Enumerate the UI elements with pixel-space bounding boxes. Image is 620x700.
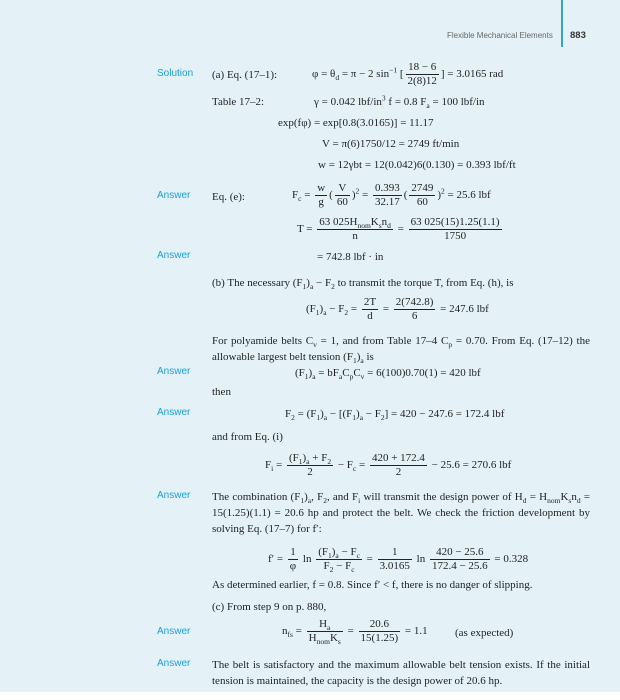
subscript: 1 — [327, 551, 332, 561]
math-text: d — [367, 310, 373, 322]
superscript: 3 — [381, 93, 386, 103]
math-text: exp(fφ) = exp[0.8(3.0165)] = 11.17 — [278, 117, 434, 129]
subscript: 2 — [327, 457, 332, 467]
answer-label: Answer — [157, 490, 191, 501]
solution-label: Solution — [157, 68, 194, 79]
fraction — [362, 296, 378, 323]
superscript: 2 — [441, 186, 445, 196]
wrap-angle-equation — [312, 61, 503, 88]
table-values — [314, 95, 485, 109]
math-text: = — [273, 459, 285, 472]
fraction — [373, 182, 402, 209]
f2-equation — [285, 407, 504, 421]
math-text: − F — [335, 459, 353, 472]
numerator — [409, 182, 435, 196]
math-text: = — [359, 189, 371, 202]
denominator — [287, 466, 333, 479]
math-text: − F — [326, 303, 345, 316]
math-text: The belt is satisfactory and the maximum allowable belt tension exists. If the initial tension is maintained, the capacity is the design power of 20.6 hp. — [212, 659, 590, 687]
subscript: d — [576, 496, 581, 506]
subscript: 1 — [298, 457, 303, 467]
numerator — [406, 61, 439, 75]
math-text: 420 − 25.6 — [436, 546, 484, 558]
denominator — [409, 230, 502, 243]
max-tension-equation — [295, 366, 481, 380]
math-text: ) — [308, 367, 313, 379]
denominator — [362, 310, 378, 323]
math-text: K — [329, 632, 338, 644]
math-text: = bF — [315, 367, 339, 379]
subscript: 2 — [291, 413, 295, 423]
numerator — [409, 216, 502, 230]
combination-paragraph — [212, 489, 590, 537]
math-text: K — [370, 216, 379, 228]
math-text: 60 — [336, 196, 348, 208]
math-text: ) — [356, 351, 361, 363]
subscript: c — [351, 565, 355, 575]
denominator — [430, 560, 490, 573]
fraction — [307, 618, 343, 645]
subscript: nom — [547, 496, 561, 506]
math-text: As determined earlier, f = 0.8. Since f′ < f, there is no danger of slipping. — [212, 579, 533, 591]
denominator — [316, 560, 362, 573]
subscript: nom — [357, 221, 371, 231]
page-number: 883 — [570, 30, 586, 41]
math-text: ln — [413, 553, 428, 566]
denominator — [373, 196, 402, 209]
factor-of-safety-equation — [282, 618, 428, 645]
math-text: = H — [526, 491, 548, 503]
denominator — [307, 632, 343, 645]
math-text: 32.17 — [374, 196, 400, 208]
initial-tension-equation — [265, 452, 511, 479]
math-text: ) — [331, 546, 336, 558]
math-text: = 6(100)0.70(1) = 420 lbf — [364, 367, 481, 379]
subscript: 1 — [300, 496, 305, 506]
math-text: For polyamide belts C — [212, 335, 314, 347]
math-text: ] = 3.0165 rad — [440, 68, 504, 81]
numerator — [335, 182, 350, 196]
as-expected-note: (as expected) — [455, 627, 514, 639]
math-text: γ = 0.042 lbf/in — [314, 96, 382, 108]
math-text: 63 025(15)1.25(1.1) — [410, 216, 500, 228]
subscript: nom — [316, 637, 330, 647]
subscript: 2 — [329, 565, 334, 575]
fraction — [378, 546, 412, 573]
math-text: 2 — [307, 466, 313, 478]
answer-label: Answer — [157, 626, 191, 637]
subscript: s — [378, 221, 382, 231]
numerator — [370, 452, 427, 466]
subscript: 2 — [323, 496, 327, 506]
subscript: p — [448, 340, 453, 350]
math-text: 20.6 — [369, 618, 389, 630]
math-text: (F — [306, 303, 316, 316]
superscript: −1 — [389, 65, 398, 75]
fraction — [317, 216, 393, 243]
math-text: ) — [302, 452, 307, 464]
numerator — [317, 216, 393, 230]
math-text: , F — [311, 491, 324, 503]
from-eq-i-text — [212, 430, 283, 444]
math-text: K — [560, 491, 569, 503]
denominator — [378, 560, 412, 573]
torque-equation — [297, 216, 504, 243]
subscript: a — [307, 496, 312, 506]
subscript: a — [323, 308, 327, 318]
math-text: = π − 2 sin — [339, 68, 390, 81]
fraction — [370, 452, 427, 479]
math-text: F — [285, 408, 292, 420]
math-text: , and F — [326, 491, 359, 503]
math-text: w = 12γbt = 12(0.042)6(0.130) = 0.393 lbf/ft — [318, 159, 516, 171]
math-text: = (F — [294, 408, 317, 420]
math-text: 172.4 − 25.6 — [431, 560, 488, 572]
denominator — [335, 196, 350, 209]
math-text: (b) The necessary (F — [212, 277, 303, 289]
math-text: H — [319, 618, 328, 630]
math-text: to transmit the torque T, from Eq. (h), is — [334, 277, 514, 289]
math-text: = 0.328 — [491, 553, 529, 566]
denominator — [288, 560, 298, 573]
numerator — [362, 296, 378, 310]
numerator — [316, 546, 362, 560]
math-text: n — [571, 491, 577, 503]
subscript: 2 — [331, 282, 335, 292]
math-text: ) — [320, 408, 324, 420]
math-text: ) — [437, 189, 442, 202]
math-text: f′ = — [268, 553, 286, 566]
math-text: will transmit the design power of H — [360, 491, 523, 503]
fraction — [394, 296, 436, 323]
math-text: T = — [297, 223, 316, 236]
math-text: 2(8)12 — [407, 75, 437, 87]
subscript: i — [358, 496, 361, 506]
math-text: 0.393 — [374, 182, 400, 194]
friction-equation — [268, 546, 528, 573]
subscript: a — [323, 413, 328, 423]
subscript: c — [356, 551, 360, 561]
math-text: ) — [304, 491, 308, 503]
math-text: φ — [289, 560, 297, 572]
math-text: ] = 420 − 247.6 = 172.4 lbf — [384, 408, 505, 420]
math-text: C — [342, 367, 350, 379]
fraction — [409, 182, 435, 209]
subscript: d — [387, 221, 391, 231]
table-label: Table 17–2: — [212, 96, 265, 108]
math-text: (F — [318, 546, 328, 558]
subscript: v — [313, 340, 317, 350]
math-text: = 1, and from Table 17–4 C — [316, 335, 449, 347]
numerator — [394, 296, 436, 310]
subscript: d — [335, 73, 340, 83]
math-text: = 100 lbf/in — [429, 96, 485, 108]
numerator — [378, 546, 412, 560]
math-text: 60 — [416, 196, 428, 208]
math-text: (F — [288, 452, 299, 464]
math-text: = — [348, 303, 360, 316]
math-text: = 1.1 — [402, 625, 428, 638]
denominator — [370, 466, 427, 479]
math-text: and from Eq. (i) — [212, 431, 283, 443]
numerator — [359, 618, 401, 632]
superscript: 2 — [355, 186, 360, 196]
math-text: (c) From step 9 on p. 880, — [212, 601, 327, 613]
subscript: fs — [287, 630, 293, 640]
math-text: = — [363, 553, 376, 566]
tension-difference-equation — [306, 296, 489, 323]
subscript: v — [360, 372, 365, 382]
subscript: s — [337, 637, 341, 647]
math-text: − F — [313, 277, 332, 289]
denominator — [406, 75, 439, 88]
fraction — [409, 216, 502, 243]
subscript: a — [309, 282, 314, 292]
math-text: [ — [397, 68, 404, 81]
velocity-equation — [322, 137, 459, 151]
math-text: 3.0165 — [379, 560, 410, 572]
math-text: 15(1.25) — [360, 632, 399, 644]
subscript: i — [271, 464, 274, 474]
math-text: 18 − 6 — [408, 61, 437, 73]
answer-label: Answer — [157, 190, 191, 201]
math-text: 2 — [395, 466, 402, 478]
subscript: a — [312, 372, 316, 382]
math-text: − F — [338, 546, 357, 558]
subscript: 1 — [315, 308, 320, 318]
math-text: V = π(6)1750/12 = 2749 ft/min — [322, 138, 460, 150]
math-text: 2(742.8) — [395, 296, 434, 308]
numerator — [307, 618, 343, 632]
weight-equation — [318, 158, 516, 172]
fraction — [287, 452, 333, 479]
math-text: (F — [295, 367, 305, 379]
centrifugal-force-equation — [292, 182, 491, 209]
math-text: V — [338, 182, 347, 194]
math-text: then — [212, 386, 231, 398]
fc-label: Eq. (e): — [212, 191, 245, 203]
math-text: 1750 — [444, 230, 467, 242]
subscript: c — [352, 464, 357, 474]
math-text: ) — [319, 303, 324, 316]
math-text: − F — [363, 408, 381, 420]
math-text: g — [318, 196, 324, 208]
math-text: is — [363, 351, 374, 363]
subscript: a — [359, 413, 364, 423]
math-text: = — [292, 625, 305, 638]
math-text: C — [353, 367, 361, 379]
math-text: = 0.70. From Eq. (17–12) the allowable largest belt tension (F — [212, 335, 590, 363]
math-text: F — [292, 189, 299, 202]
denominator — [317, 230, 393, 243]
fraction — [316, 546, 362, 573]
answer-label: Answer — [157, 366, 191, 377]
fraction — [359, 618, 401, 645]
math-text: − 25.6 = 270.6 lbf — [428, 459, 512, 472]
math-text: ( — [403, 189, 408, 202]
subscript: a — [306, 457, 310, 467]
then-text — [212, 385, 231, 399]
math-text: F — [323, 560, 330, 572]
math-text: = — [380, 303, 392, 316]
answer-label: Answer — [157, 407, 191, 418]
math-text: = — [356, 459, 368, 472]
math-text: = — [344, 625, 357, 638]
torque-result — [317, 250, 383, 264]
part-c-intro — [212, 600, 326, 614]
math-text: = 25.6 lbf — [444, 189, 491, 202]
math-text: ln — [300, 553, 315, 566]
subscript: 2 — [380, 413, 385, 423]
math-text: − [(F — [327, 408, 353, 420]
part-b-intro — [212, 276, 513, 290]
eq1-label: (a) Eq. (17–1): — [212, 69, 278, 81]
math-text: φ = θ — [312, 68, 336, 81]
math-text: + F — [309, 452, 328, 464]
subscript: d — [522, 496, 527, 506]
subscript: s — [568, 496, 572, 506]
math-text: = — [394, 223, 407, 236]
math-text: ( — [329, 189, 333, 202]
subscript: a — [327, 623, 331, 633]
math-text: w — [317, 182, 326, 194]
numerator — [315, 182, 327, 196]
exp-equation — [278, 116, 434, 130]
subscript: 1 — [304, 372, 309, 382]
denominator — [394, 310, 436, 323]
math-text: f = 0.8 F — [385, 96, 427, 108]
denominator — [409, 196, 435, 209]
math-text: 2T — [363, 296, 377, 308]
subscript: p — [349, 372, 354, 382]
fraction — [335, 182, 350, 209]
answer-label: Answer — [157, 658, 191, 669]
numerator — [288, 546, 298, 560]
subscript: a — [360, 356, 364, 366]
subscript: 1 — [316, 413, 321, 423]
math-text: 420 + 172.4 — [371, 452, 425, 464]
math-text: n — [282, 625, 288, 638]
subscript: c — [298, 194, 302, 204]
math-text: 1 — [392, 546, 398, 558]
math-text: − F — [333, 560, 352, 572]
slip-text — [212, 578, 532, 592]
math-text: The combination (F — [212, 491, 301, 503]
math-text: = 15(1.25)(1.1) = 20.6 hp and protect the belt. We check the friction development by solving Eq. (17–7) for f′: — [212, 491, 590, 535]
numerator — [287, 452, 333, 466]
fraction — [315, 182, 327, 209]
answer-label: Answer — [157, 250, 191, 261]
math-text: = 247.6 lbf — [437, 303, 489, 316]
subscript: a — [338, 372, 343, 382]
denominator — [359, 632, 401, 645]
subscript: a — [426, 101, 430, 111]
subscript: 2 — [344, 308, 349, 318]
math-text: 2749 — [411, 182, 434, 194]
numerator — [373, 182, 402, 196]
denominator — [315, 196, 327, 209]
running-title: Flexible Mechanical Elements — [447, 31, 553, 40]
header-rule — [561, 0, 563, 47]
polyamide-paragraph — [212, 333, 590, 365]
math-text: ) — [356, 408, 360, 420]
math-text: n — [352, 230, 358, 242]
fraction — [406, 61, 439, 88]
math-text: 1 — [290, 546, 296, 558]
math-text: H — [308, 632, 317, 644]
numerator — [430, 546, 490, 560]
math-text: ) — [306, 277, 310, 289]
math-text: F — [265, 459, 272, 472]
fraction — [288, 546, 298, 573]
fraction — [430, 546, 490, 573]
conclusion-paragraph — [212, 657, 590, 689]
subscript: 1 — [302, 282, 307, 292]
math-text: ) — [351, 189, 356, 202]
math-text: n — [381, 216, 388, 228]
math-text: = — [301, 189, 314, 202]
subscript: a — [335, 551, 339, 561]
math-text: 63 025H — [319, 216, 358, 228]
subscript: 1 — [352, 413, 357, 423]
math-text: 6 — [411, 310, 418, 322]
math-text: = 742.8 lbf · in — [317, 251, 384, 263]
subscript: 1 — [352, 356, 357, 366]
